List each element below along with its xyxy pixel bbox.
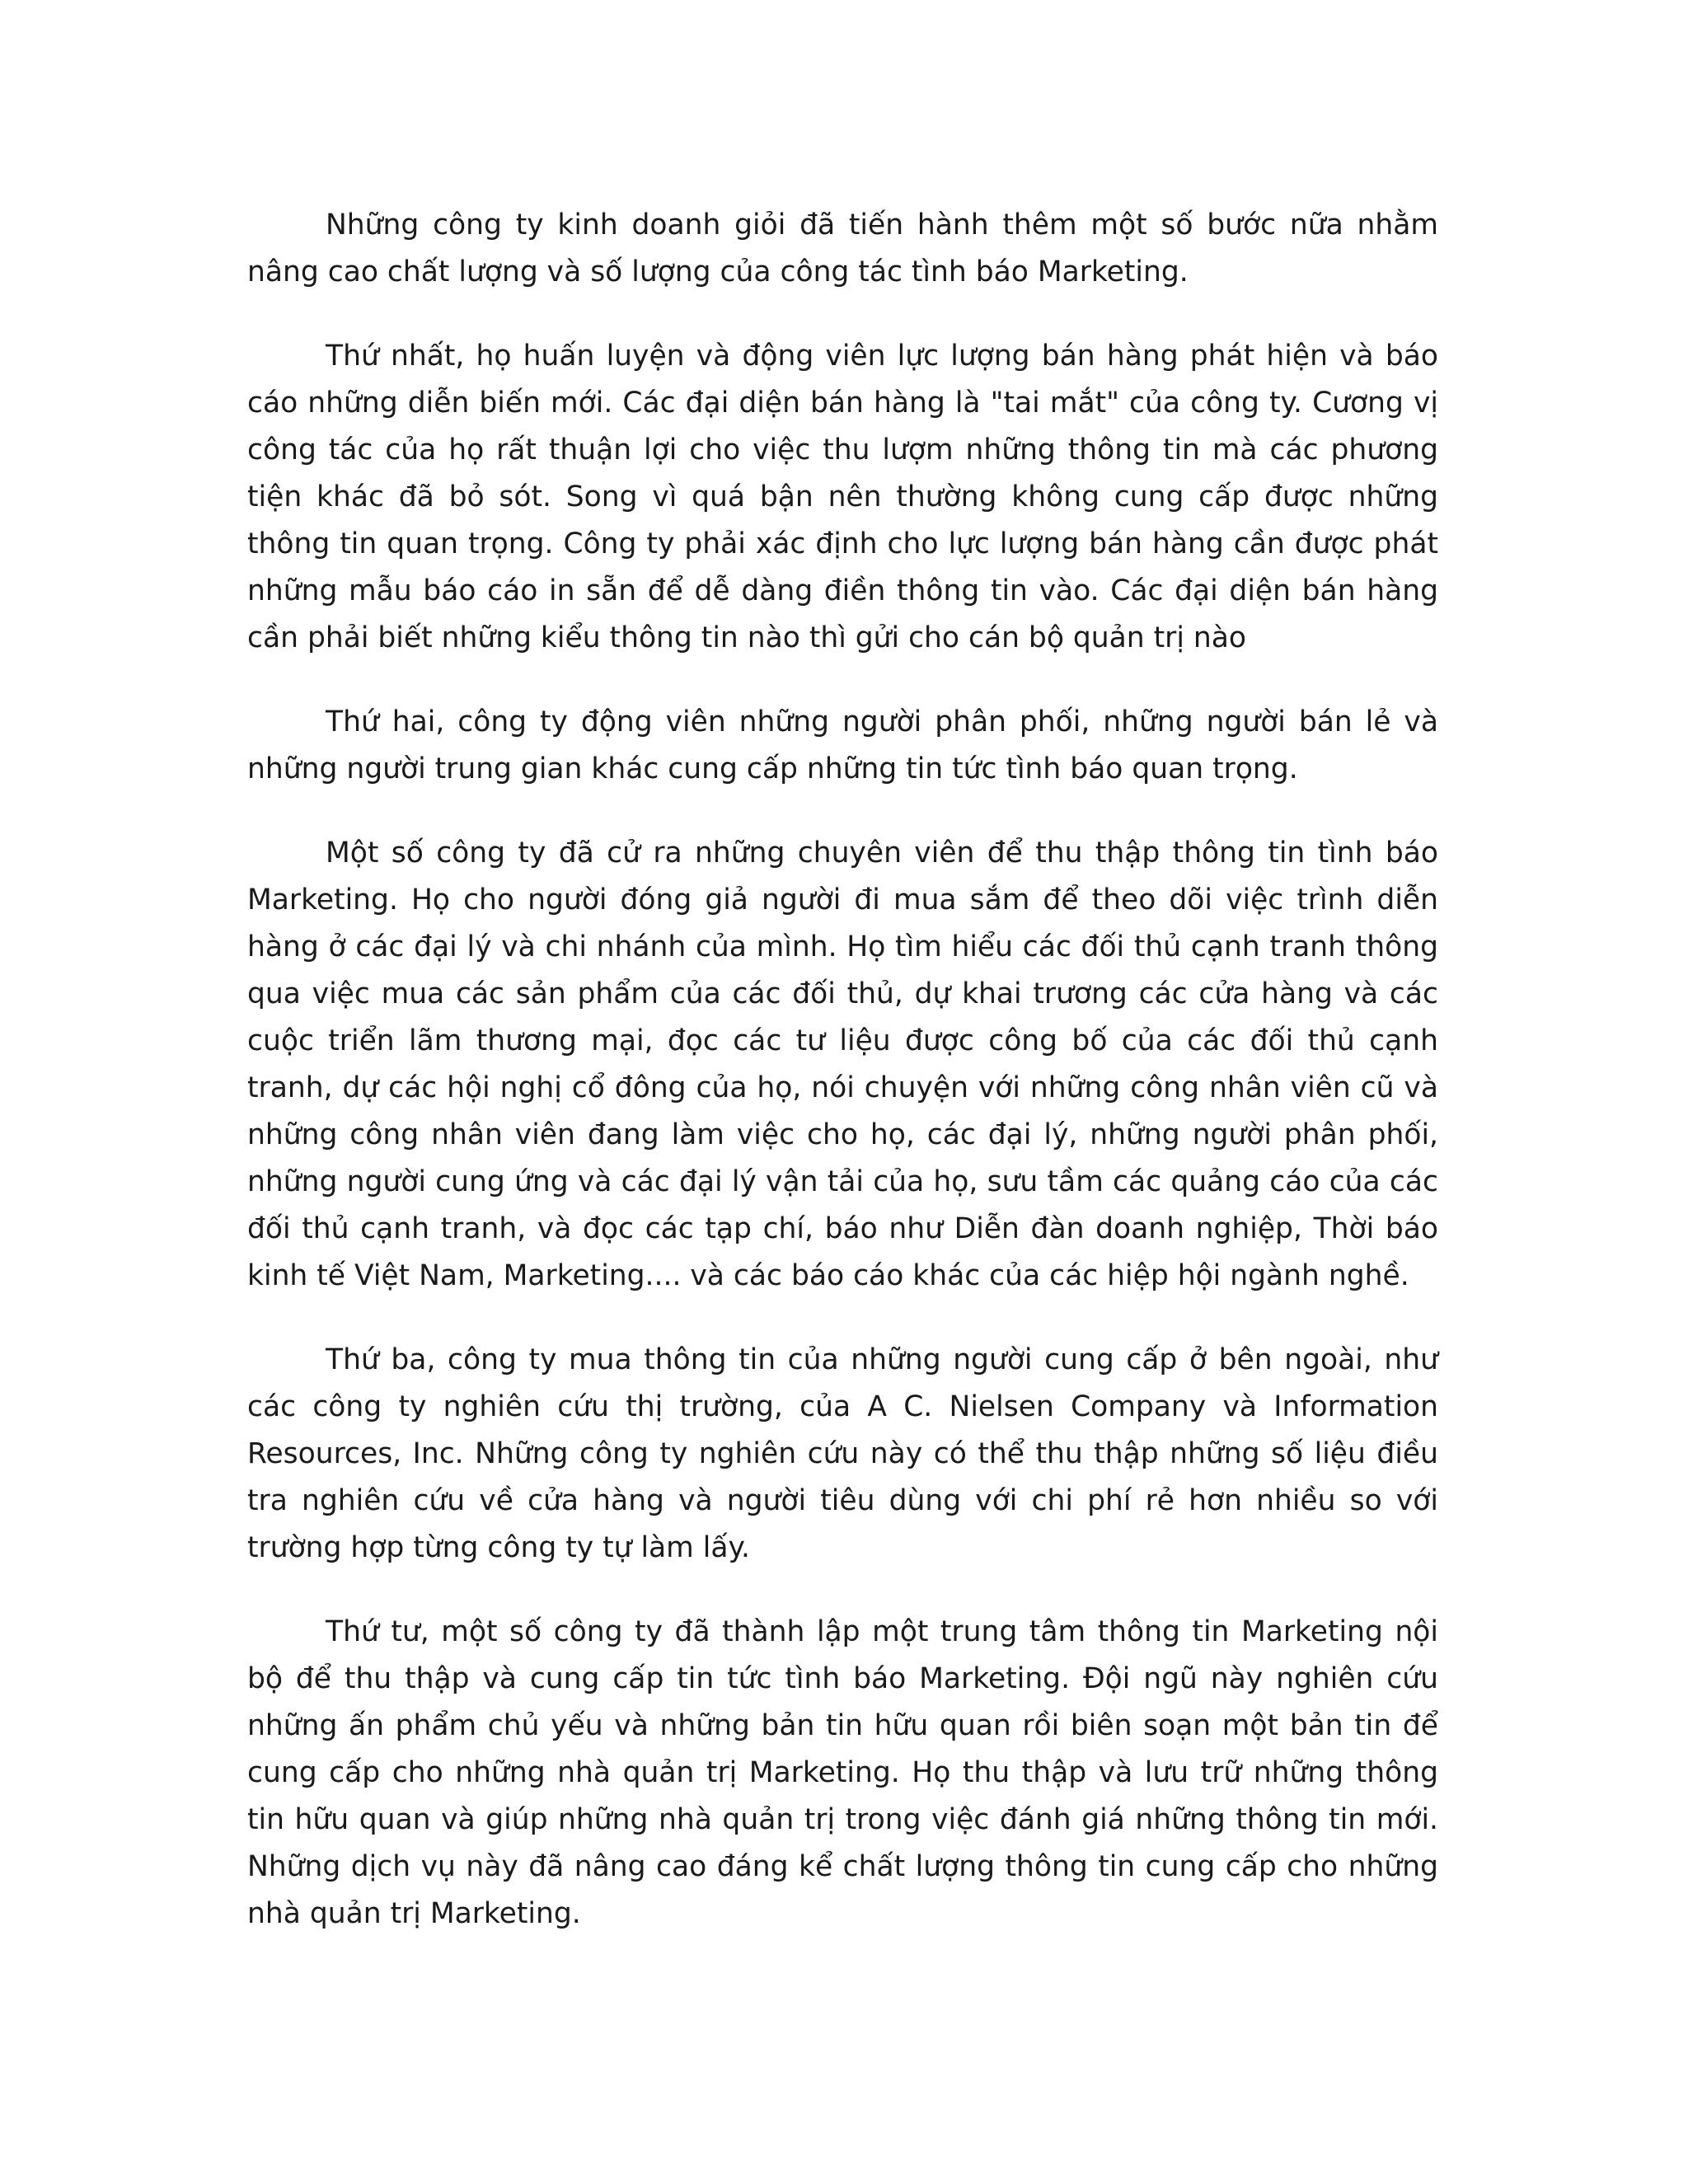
paragraph-third-external-suppliers: Thứ ba, công ty mua thông tin của những người cung cấp ở bên ngoài, như các công ty nghiên cứu thị trường, của A C. Nielsen Company và Information Resources, Inc. Những công ty nghiên cứu này có thể thu thập những số liệu điều tra nghiên cứu về cửa hàng và người tiêu dùng với chi phí rẻ hơn nhiều so với trường hợp từng công ty tự làm lấy. [247,1343,1438,1564]
paragraph-second-distributors: Thứ hai, công ty động viên những người phân phối, những người bán lẻ và những người trung gian khác cung cấp những tin tức tình báo quan trọng. [247,705,1438,785]
paragraph-intro: Những công ty kinh doanh giỏi đã tiến hành thêm một số bước nữa nhằm nâng cao chất lượng và số lượng của công tác tình báo Marketing. [247,209,1438,288]
paragraph-first-sales-force: Thứ nhất, họ huấn luyện và động viên lực lượng bán hàng phát hiện và báo cáo những diễn biến mới. Các đại diện bán hàng là "tai mắt" của công ty. Cương vị công tác của họ rất thuận lợi cho việc thu lượm những thông tin mà các phương tiện khác đã bỏ sót. Song vì quá bận nên thường không cung cấp được những thông tin quan trọng. Công ty phải xác định cho lực lượng bán hàng cần được phát những mẫu báo cáo in sẵn để dễ dàng điền thông tin vào. Các đại diện bán hàng cần phải biết những kiểu thông tin nào thì gửi cho cán bộ quản trị nào [247,340,1438,654]
paragraph-specialists: Một số công ty đã cử ra những chuyên viên để thu thập thông tin tình báo Marketing. Họ cho người đóng giả người đi mua sắm để theo dõi việc trình diễn hàng ở các đại lý và chi nhánh của mình. Họ tìm hiểu các đối thủ cạnh tranh thông qua việc mua các sản phẩm của các đối thủ, dự khai trương các cửa hàng và các cuộc triển lãm thương mại, đọc các tư liệu được công bố của các đối thủ cạnh tranh, dự các hội nghị cổ đông của họ, nói chuyện với những công nhân viên cũ và những công nhân viên đang làm việc cho họ, các đại lý, những người phân phối, những người cung ứng và các đại lý vận tải của họ, sưu tầm các quảng cáo của các đối thủ cạnh tranh, và đọc các tạp chí, báo như Diễn đàn doanh nghiệp, Thời báo kinh tế Việt Nam, Marketing.... và các báo cáo khác của các hiệp hội ngành nghề. [247,837,1438,1292]
paragraph-fourth-information-center: Thứ tư, một số công ty đã thành lập một trung tâm thông tin Marketing nội bộ để thu thập và cung cấp tin tức tình báo Marketing. Đội ngũ này nghiên cứu những ấn phẩm chủ yếu và những bản tin hữu quan rồi biên soạn một bản tin để cung cấp cho những nhà quản trị Marketing. Họ thu thập và lưu trữ những thông tin hữu quan và giúp những nhà quản trị trong việc đánh giá những thông tin mới. Những dịch vụ này đã nâng cao đáng kể chất lượng thông tin cung cấp cho những nhà quản trị Marketing. [247,1615,1438,1930]
document-body [247,202,1438,1975]
